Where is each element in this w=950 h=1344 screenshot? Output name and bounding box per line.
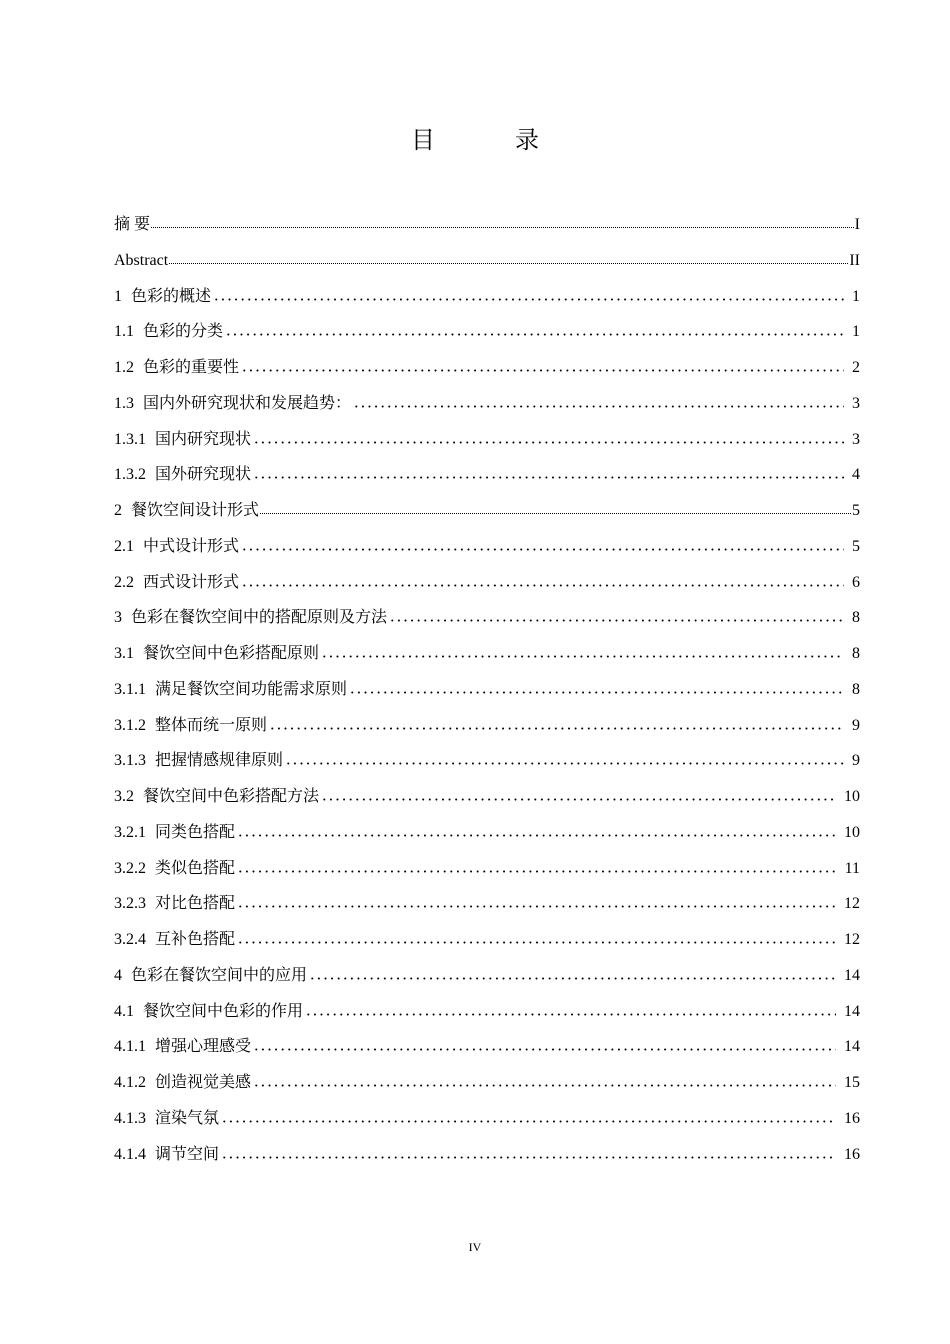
toc-page-number: 12	[844, 931, 860, 948]
toc-entry-label	[114, 851, 235, 887]
toc-entry-label	[114, 600, 387, 636]
toc-entry-label	[114, 350, 239, 386]
toc-page-number: 16	[844, 1145, 860, 1163]
toc-entry-label	[114, 1029, 251, 1065]
toc-page-number: 14	[844, 1002, 860, 1020]
page-title: 目 录	[411, 126, 567, 154]
toc-entry-label	[114, 314, 223, 350]
toc-section-number: 4.1.2	[114, 1074, 146, 1091]
toc-dot-leader	[321, 798, 836, 801]
toc-page-number: 11	[844, 859, 860, 877]
toc-dot-leader	[237, 834, 836, 837]
toc-entry-label	[114, 243, 168, 279]
toc-entry[interactable]	[114, 1065, 860, 1101]
toc-page-number: 10	[844, 788, 860, 805]
table-of-contents	[114, 207, 860, 1172]
toc-section-title: Abstract	[114, 251, 169, 269]
toc-dot-leader	[321, 655, 844, 658]
toc-page-number: 16	[844, 1109, 860, 1127]
toc-entry-label	[114, 529, 239, 565]
toc-entry-label	[114, 565, 239, 601]
toc-entry-label	[114, 1065, 251, 1101]
toc-section-title: 色彩的概述	[131, 287, 212, 305]
toc-entry-label	[114, 457, 251, 493]
toc-dot-leader	[225, 333, 844, 336]
toc-dot-leader	[221, 1156, 836, 1159]
toc-dot-leader	[253, 1084, 836, 1087]
toc-entry[interactable]	[114, 493, 860, 529]
toc-dot-leader	[241, 548, 844, 551]
toc-section-title: 餐饮空间中色彩搭配方法	[143, 788, 320, 805]
toc-dot-leader	[389, 619, 844, 622]
toc-entry[interactable]	[114, 279, 860, 315]
toc-page-number: 12	[844, 895, 860, 913]
toc-section-number: 4	[114, 966, 122, 984]
toc-entry[interactable]	[114, 243, 860, 279]
toc-dot-leader	[309, 977, 836, 980]
toc-dot-leader	[241, 369, 844, 372]
toc-dot-leader	[237, 905, 836, 908]
toc-entry[interactable]	[114, 922, 860, 958]
toc-section-number: 3.1	[114, 645, 134, 662]
toc-entry[interactable]	[114, 994, 860, 1030]
toc-section-number: 1.1	[114, 323, 134, 341]
toc-section-number: 2	[114, 502, 122, 519]
toc-section-title: 西式设计形式	[143, 573, 240, 591]
toc-section-number: 1.3.2	[114, 466, 146, 484]
toc-dot-leader	[237, 870, 837, 873]
toc-dot-leader	[241, 584, 844, 587]
toc-page-number: 3	[852, 430, 860, 448]
toc-dot-leader	[285, 762, 844, 765]
toc-page-number: 8	[852, 645, 860, 662]
toc-section-number: 3.1.2	[114, 716, 146, 734]
toc-entry[interactable]	[114, 779, 860, 815]
toc-entry[interactable]	[114, 886, 860, 922]
toc-page-number: 10	[844, 823, 860, 841]
toc-section-title: 调节空间	[155, 1145, 220, 1163]
toc-entry-label	[114, 493, 259, 529]
toc-page-number: 9	[852, 716, 860, 734]
toc-section-title: 国外研究现状	[155, 466, 252, 484]
toc-section-title: 中式设计形式	[143, 537, 240, 555]
toc-section-title: 满足餐饮空间功能需求原则	[155, 680, 348, 698]
toc-section-number: 3	[114, 609, 122, 627]
toc-section-title: 餐饮空间中色彩的作用	[143, 1002, 304, 1020]
toc-section-title: 互补色搭配	[155, 931, 236, 948]
toc-dot-leader	[169, 262, 848, 264]
toc-dot-leader	[353, 405, 844, 408]
toc-entry[interactable]	[114, 529, 860, 565]
toc-page-number: II	[849, 251, 860, 269]
toc-entry-label	[114, 708, 267, 744]
toc-entry-label	[114, 1137, 219, 1173]
toc-entry[interactable]	[114, 422, 860, 458]
toc-section-number: 4.1.4	[114, 1145, 146, 1163]
toc-entry[interactable]	[114, 815, 860, 851]
toc-entry[interactable]	[114, 672, 860, 708]
toc-section-number: 4.1.3	[114, 1109, 146, 1127]
toc-section-title: 国内外研究现状和发展趋势：	[143, 394, 352, 412]
toc-entry[interactable]	[114, 708, 860, 744]
toc-section-title: 色彩的重要性	[143, 359, 240, 376]
toc-dot-leader	[237, 941, 836, 944]
toc-section-number: 3.2.4	[114, 931, 146, 948]
toc-page-number: 14	[844, 1038, 860, 1056]
toc-section-title: 创造视觉美感	[155, 1074, 252, 1091]
toc-entry-label	[114, 922, 235, 958]
toc-entry[interactable]	[114, 636, 860, 672]
toc-dot-leader	[151, 226, 854, 228]
toc-section-number: 1.3.1	[114, 430, 146, 448]
toc-page-number: 1	[852, 323, 860, 341]
toc-section-title: 色彩的分类	[143, 323, 224, 341]
toc-dot-leader	[349, 691, 844, 694]
toc-page-number: 3	[852, 394, 860, 412]
toc-entry-label	[114, 886, 235, 922]
page-number: IV	[468, 1240, 482, 1254]
toc-entry[interactable]	[114, 386, 860, 422]
toc-section-title: 色彩在餐饮空间中的应用	[131, 966, 308, 984]
toc-section-title: 增强心理感受	[155, 1038, 252, 1056]
toc-entry-label	[114, 422, 251, 458]
toc-entry-label	[114, 1101, 219, 1137]
toc-section-number: 1	[114, 287, 122, 305]
toc-page-number: 9	[852, 752, 860, 770]
toc-section-number: 3.2.3	[114, 895, 146, 913]
toc-entry-label	[114, 279, 211, 315]
toc-entry[interactable]	[114, 743, 860, 779]
toc-section-title: 整体而统一原则	[155, 716, 268, 734]
toc-entry-label	[114, 207, 150, 243]
toc-section-title: 类似色搭配	[155, 859, 236, 877]
toc-page-number: 8	[852, 609, 860, 627]
toc-dot-leader	[221, 1120, 836, 1123]
toc-entry[interactable]	[114, 565, 860, 601]
toc-entry[interactable]	[114, 1029, 860, 1065]
toc-section-title: 餐饮空间中色彩搭配原则	[143, 645, 320, 662]
toc-page-number: 5	[852, 537, 860, 555]
toc-page-number: I	[854, 216, 860, 233]
toc-section-title: 渲染气氛	[155, 1109, 220, 1127]
toc-section-number: 3.2.2	[114, 859, 146, 877]
toc-page-number: 15	[844, 1074, 860, 1091]
toc-dot-leader	[253, 1048, 836, 1051]
toc-section-number: 3.1.3	[114, 752, 146, 770]
toc-section-number: 2.1	[114, 537, 134, 555]
toc-entry-label	[114, 743, 283, 779]
toc-page-number: 2	[852, 359, 860, 376]
toc-entry[interactable]	[114, 1137, 860, 1173]
toc-section-number: 4.1.1	[114, 1038, 146, 1056]
toc-dot-leader	[260, 512, 851, 514]
toc-dot-leader	[253, 441, 844, 444]
toc-section-number: 4.1	[114, 1002, 134, 1020]
toc-entry[interactable]	[114, 851, 860, 887]
toc-section-title: 色彩在餐饮空间中的搭配原则及方法	[131, 609, 388, 627]
toc-section-title: 把握情感规律原则	[155, 752, 284, 770]
toc-page-number: 14	[844, 966, 860, 984]
toc-section-number: 3.2.1	[114, 823, 146, 841]
toc-entry-label	[114, 958, 307, 994]
toc-section-number: 1.2	[114, 359, 134, 376]
toc-entry-label	[114, 386, 351, 422]
toc-entry[interactable]	[114, 207, 860, 243]
toc-entry[interactable]	[114, 314, 860, 350]
toc-entry[interactable]	[114, 457, 860, 493]
toc-section-number: 3.2	[114, 788, 134, 805]
toc-section-title: 餐饮空间设计形式	[131, 502, 260, 519]
toc-page-number: 8	[852, 680, 860, 698]
toc-dot-leader	[305, 1013, 836, 1016]
toc-entry[interactable]	[114, 958, 860, 994]
toc-entry[interactable]	[114, 600, 860, 636]
toc-entry-label	[114, 815, 235, 851]
toc-dot-leader	[253, 476, 844, 479]
toc-section-title: 对比色搭配	[155, 895, 236, 913]
toc-page-number: 1	[852, 287, 860, 305]
toc-entry-label	[114, 779, 319, 815]
toc-dot-leader	[213, 298, 844, 301]
toc-section-number: 3.1.1	[114, 680, 146, 698]
toc-page-number: 6	[852, 573, 860, 591]
toc-page-number: 4	[852, 466, 860, 484]
toc-entry[interactable]	[114, 1101, 860, 1137]
toc-section-title: 国内研究现状	[155, 430, 252, 448]
toc-page-number: 5	[852, 502, 860, 519]
toc-section-title: 摘 要	[114, 216, 151, 233]
toc-section-number: 1.3	[114, 394, 134, 412]
toc-section-number: 2.2	[114, 573, 134, 591]
toc-entry-label	[114, 636, 319, 672]
toc-section-title: 同类色搭配	[155, 823, 236, 841]
toc-entry-label	[114, 994, 303, 1030]
toc-entry-label	[114, 672, 347, 708]
toc-dot-leader	[269, 727, 844, 730]
toc-entry[interactable]	[114, 350, 860, 386]
